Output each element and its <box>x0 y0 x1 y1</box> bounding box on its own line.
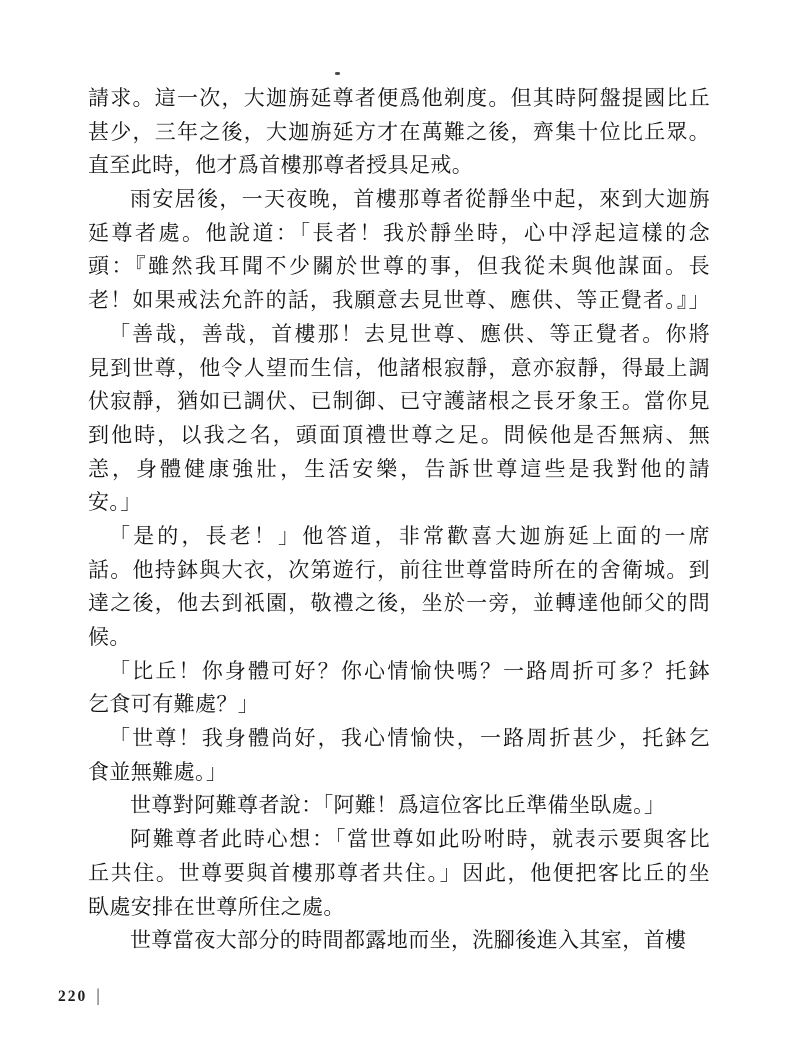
text-line: 達之後，他去到祇園，敬禮之後，坐於一旁，並轉達他師父的問 <box>88 591 710 616</box>
text-line: 到他時，以我之名，頭面頂禮世尊之足。問候他是否無病、無 <box>88 422 710 447</box>
text-line: 伏寂靜，猶如已調伏、已制御、已守護諸根之長牙象王。當你見 <box>88 389 710 414</box>
text-line: 見到世尊，他令人望而生信，他諸根寂靜，意亦寂靜，得最上調 <box>88 355 710 380</box>
text-line: 乞食可有難處？」 <box>88 692 260 717</box>
text-line: 老！如果戒法允許的話，我願意去見世尊、應供、等正覺者。』」 <box>88 288 710 313</box>
body-text-block <box>88 82 710 958</box>
text-line: 甚少，三年之後，大迦旃延方才在萬難之後，齊集十位比丘眾。 <box>88 119 710 144</box>
text-line: 候。 <box>88 625 131 649</box>
text-line: 臥處安排在世尊所住之處。 <box>88 894 345 919</box>
text-line: 話。他持鉢與大衣，次第遊行，前往世尊當時所在的舍衛城。到 <box>88 557 710 582</box>
text-line: 世尊對阿難尊者說：「阿難！爲這位客比丘準備坐臥處。」 <box>130 793 666 818</box>
text-line: 食並無難處。」 <box>88 759 228 784</box>
text-line: 「比丘！你身體可好？你心情愉快嗎？一路周折可多？托鉢 <box>109 658 710 683</box>
page-number-divider: | <box>96 985 100 1005</box>
text-line: 頭：『雖然我耳聞不少關於世尊的事，但我從未與他謀面。長 <box>88 254 710 279</box>
text-line: 直至此時，他才爲首樓那尊者授具足戒。 <box>88 153 474 178</box>
text-line: 延尊者處。他說道：「長者！我於靜坐時，心中浮起這樣的念 <box>88 220 710 245</box>
print-artifact-dot <box>335 72 340 75</box>
text-line: 「世尊！我身體尚好，我心情愉快，一路周折甚少，托鉢乞 <box>109 726 710 751</box>
text-line: 恙，身體健康強壯，生活安樂，告訴世尊這些是我對他的請 <box>88 456 710 481</box>
text-line: 「善哉，善哉，首樓那！去見世尊、應供、等正覺者。你將 <box>109 321 710 346</box>
text-line: 雨安居後，一天夜晚，首樓那尊者從靜坐中起，來到大迦旃 <box>130 187 710 212</box>
text-line: 丘共住。世尊要與首樓那尊者共住。」因此，他便把客比丘的坐 <box>88 860 710 885</box>
text-line: 阿難尊者此時心想：「當世尊如此吩咐時，就表示要與客比 <box>130 827 710 852</box>
text-line: 「是的，長老！」他答道，非常歡喜大迦旃延上面的一席 <box>109 523 710 548</box>
page-footer <box>58 986 100 1007</box>
text-line: 請求。這一次，大迦旃延尊者便爲他剃度。但其時阿盤提國比丘 <box>88 86 710 110</box>
text-line: 安。」 <box>88 490 142 515</box>
text-line: 世尊當夜大部分的時間都露地而坐，洗腳後進入其室，首樓 <box>130 928 687 953</box>
page-number: 220 <box>58 987 88 1005</box>
